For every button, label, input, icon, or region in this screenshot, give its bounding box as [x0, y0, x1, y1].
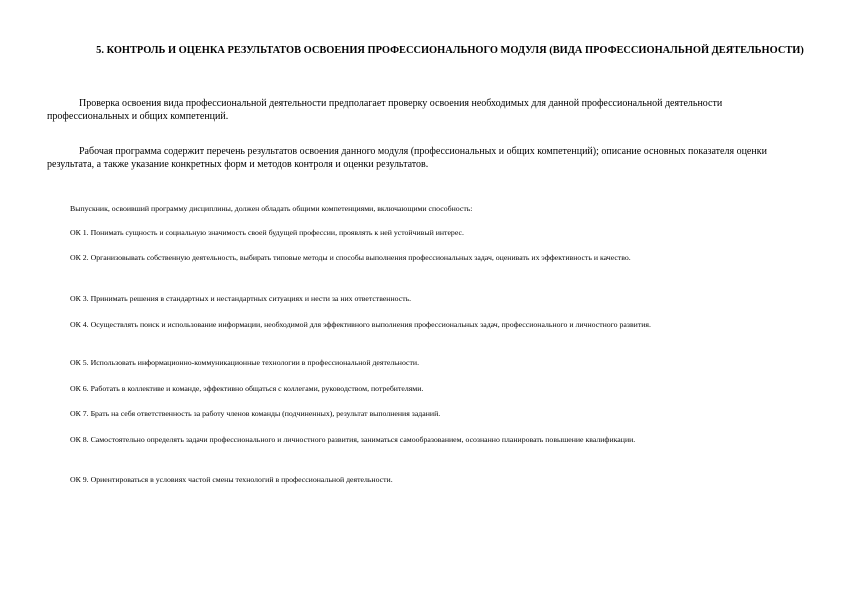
competencies-intro: Выпускник, освоивший программу дисциплины, должен обладать общими компетенциями, включающими способность: — [70, 204, 473, 213]
competency-item: ОК 9. Ориентироваться в условиях частой смены технологий в профессиональной деятельности. — [70, 475, 393, 484]
competency-item: ОК 6. Работать в коллективе и команде, эффективно общаться с коллегами, руководством, потребителями. — [70, 384, 424, 393]
competency-item: ОК 8. Самостоятельно определять задачи профессионального и личностного развития, заниматься самообразованием, осознанно планировать повышение квалификации. — [70, 435, 636, 444]
competency-item: ОК 2. Организовывать собственную деятельность, выбирать типовые методы и способы выполнения профессиональных задач, оценивать их эффективность и качество. — [70, 253, 631, 262]
competency-item: ОК 5. Использовать информационно-коммуникационные технологии в профессиональной деятельности. — [70, 358, 420, 367]
competency-item: ОК 1. Понимать сущность и социальную значимость своей будущей профессии, проявлять к ней устойчивый интерес. — [70, 228, 464, 237]
competency-item: ОК 3. Принимать решения в стандартных и нестандартных ситуациях и нести за них ответственность. — [70, 294, 412, 303]
intro-paragraph: Рабочая программа содержит перечень результатов освоения данного модуля (профессиональных и общих компетенций); описание основных показателя оценки результата, а также указание конкретных форм и методов контроля и оценки результатов. — [47, 146, 767, 170]
competency-item: ОК 4. Осуществлять поиск и использование информации, необходимой для эффективного выполнения профессиональных задач, профессионального и личностного развития. — [70, 320, 651, 329]
intro-paragraph: Проверка освоения вида профессиональной деятельности предполагает проверку освоения необходимых для данной профессиональной деятельности профессиональных и общих компетенций. — [47, 98, 723, 122]
competency-item: ОК 7. Брать на себя ответственность за работу членов команды (подчиненных), результат выполнения заданий. — [70, 409, 441, 418]
section-title: 5. КОНТРОЛЬ И ОЦЕНКА РЕЗУЛЬТАТОВ ОСВОЕНИЯ ПРОФЕССИОНАЛЬНОГО МОДУЛЯ (ВИДА ПРОФЕССИОНАЛЬНОЙ ДЕЯТЕЛЬНОСТИ) — [96, 45, 804, 56]
